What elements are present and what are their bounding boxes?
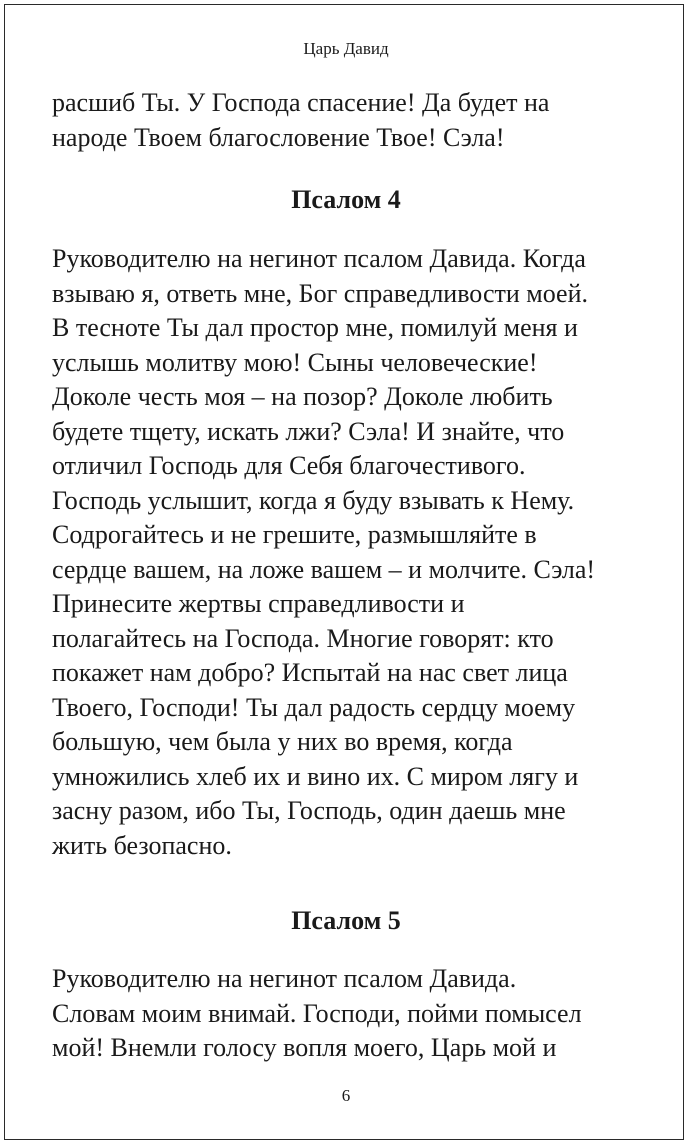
text-line: засну разом, ибо Ты, Господь, один даешь мне xyxy=(52,796,566,825)
text-line: Принесите жертвы справедливости и xyxy=(52,589,465,618)
text-line: умножились хлеб их и вино их. С миром лягу и xyxy=(52,761,579,791)
psalm-4-paragraph xyxy=(52,242,612,863)
psalm-4-heading: Псалом 4 xyxy=(291,185,401,214)
text-line: Господь услышит, когда я буду взывать к Нему. xyxy=(52,485,575,515)
text-line: будете тщету, искать лжи? Сэла! И знайте, что xyxy=(52,416,565,446)
text-line: отличил Господь для Себя благочестивого. xyxy=(52,451,526,480)
text-line: Словам моим внимай. Господи, пойми помысел xyxy=(52,998,582,1028)
text-line: Руководителю на негинот псалом Давида. xyxy=(52,964,517,993)
text-line: сердце вашем, на ложе вашем – и молчите. Сэла! xyxy=(52,554,596,584)
continuation-paragraph xyxy=(52,86,612,155)
text-line: народе Твоем благословение Твое! Сэла! xyxy=(52,122,505,152)
text-line: В тесноте Ты дал простор мне, помилуй меня и xyxy=(52,313,578,342)
text-line: полагайтесь на Господа. Многие говорят: кто xyxy=(52,623,554,653)
text-line: расшиб Ты. У Господа спасение! Да будет на xyxy=(52,88,550,117)
text-line: услышь молитву мою! Сыны человеческие! xyxy=(52,347,538,377)
text-line: взываю я, ответь мне, Бог справедливости моей. xyxy=(52,278,588,308)
text-line: Руководителю на негинот псалом Давида. Когда xyxy=(52,244,586,273)
page-number: 6 xyxy=(341,1086,351,1105)
psalm-5-paragraph xyxy=(52,962,612,1066)
text-line: жить безопасно. xyxy=(52,830,232,860)
text-line: Твоего, Господи! Ты дал радость сердцу моему xyxy=(52,692,576,722)
running-header: Царь Давид xyxy=(303,39,389,58)
psalm-5-heading: Псалом 5 xyxy=(291,906,401,935)
text-line: большую, чем была у них во время, когда xyxy=(52,727,513,756)
text-line: Содрогайтесь и не грешите, размышляйте в xyxy=(52,520,537,549)
text-line: Доколе честь моя – на позор? Доколе любить xyxy=(52,382,553,411)
text-line: покажет нам добро? Испытай на нас свет лица xyxy=(52,658,568,687)
text-line: мой! Внемли голосу вопля моего, Царь мой и xyxy=(52,1033,557,1062)
